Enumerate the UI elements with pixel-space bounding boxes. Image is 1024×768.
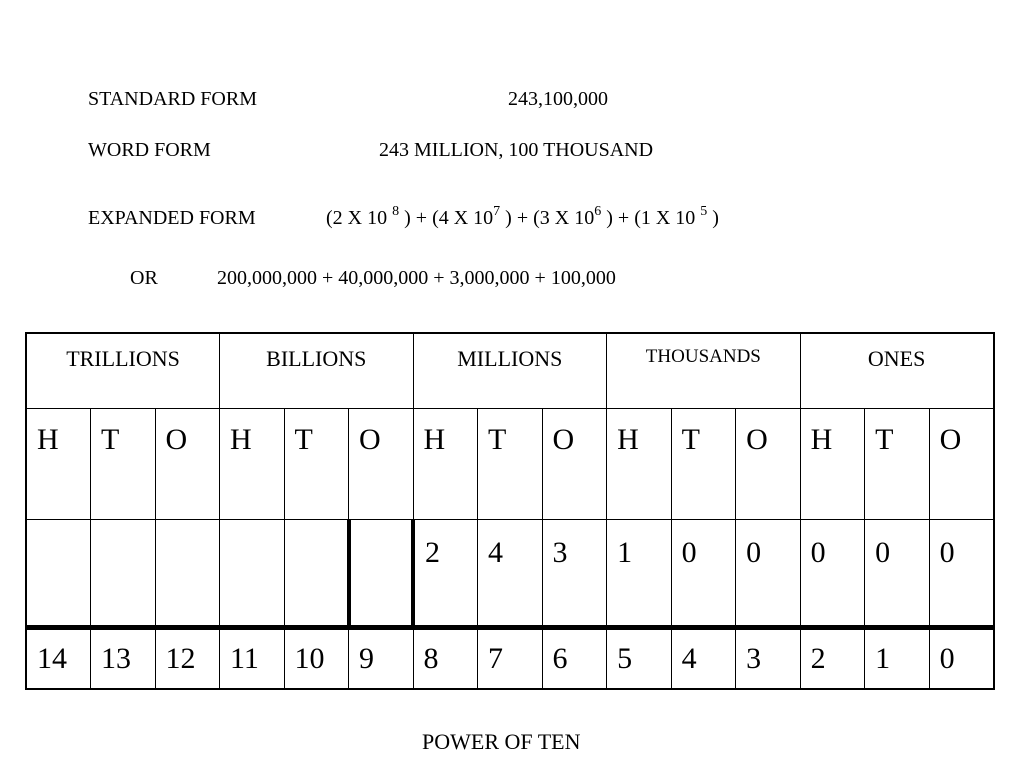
place-cell: H xyxy=(220,408,285,519)
expanded-term-3: (3 X $10^6$ ) xyxy=(533,204,613,229)
digit-cell xyxy=(26,519,91,627)
power-cell: 8 xyxy=(413,627,478,689)
digit-cell: 4 xyxy=(478,519,543,627)
digit-cell: 1 xyxy=(607,519,672,627)
place-cell: H xyxy=(413,408,478,519)
digit-cell xyxy=(349,519,414,627)
place-cell: T xyxy=(91,408,156,519)
period-ones: ONES xyxy=(800,333,994,408)
power-cell: 10 xyxy=(284,627,349,689)
period-millions: MILLIONS xyxy=(413,333,607,408)
expanded-term-1: (2 X 10 $^8$ ) xyxy=(326,204,411,229)
power-cell: 14 xyxy=(26,627,91,689)
power-cell: 13 xyxy=(91,627,156,689)
standard-form-value: 243,100,000 xyxy=(508,88,608,110)
place-cell: O xyxy=(929,408,994,519)
place-value-chart xyxy=(25,332,995,690)
place-cell: O xyxy=(736,408,801,519)
place-cell: T xyxy=(865,408,930,519)
power-cell: 4 xyxy=(671,627,736,689)
expanded-form-value: (2 X 10 $^8$ ) + (4 X $10^7$ ) + (3 X $10^6$ ) + (1 X 10 $^5$ ) xyxy=(326,204,719,229)
or-label: OR xyxy=(130,267,158,289)
power-cell: 12 xyxy=(155,627,220,689)
expanded-form-label: EXPANDED FORM xyxy=(88,207,256,229)
digit-cell: 0 xyxy=(929,519,994,627)
power-cell: 9 xyxy=(349,627,414,689)
power-cell: 6 xyxy=(542,627,607,689)
power-cell: 1 xyxy=(865,627,930,689)
period-row xyxy=(26,333,994,408)
place-row xyxy=(26,408,994,519)
digit-cell: 0 xyxy=(865,519,930,627)
place-cell: H xyxy=(800,408,865,519)
place-cell: O xyxy=(542,408,607,519)
power-row xyxy=(26,627,994,689)
digit-cell: 2 xyxy=(413,519,478,627)
place-cell: O xyxy=(155,408,220,519)
digit-cell xyxy=(284,519,349,627)
or-value: 200,000,000 + 40,000,000 + 3,000,000 + 100,000 xyxy=(217,267,616,289)
digit-cell: 0 xyxy=(736,519,801,627)
digit-cell xyxy=(220,519,285,627)
place-cell: T xyxy=(284,408,349,519)
period-trillions: TRILLIONS xyxy=(26,333,220,408)
period-thousands: THOUSANDS xyxy=(607,333,801,408)
power-of-ten-caption: POWER OF TEN xyxy=(422,729,581,754)
place-cell: O xyxy=(349,408,414,519)
standard-form-label: STANDARD FORM xyxy=(88,88,257,110)
power-cell: 11 xyxy=(220,627,285,689)
power-cell: 3 xyxy=(736,627,801,689)
digit-row xyxy=(26,519,994,627)
power-cell: 5 xyxy=(607,627,672,689)
power-cell: 2 xyxy=(800,627,865,689)
word-form-value: 243 MILLION, 100 THOUSAND xyxy=(379,139,654,161)
place-cell: H xyxy=(26,408,91,519)
digit-cell: 3 xyxy=(542,519,607,627)
place-cell: H xyxy=(607,408,672,519)
digit-cell xyxy=(91,519,156,627)
period-billions: BILLIONS xyxy=(220,333,414,408)
place-cell: T xyxy=(671,408,736,519)
word-form-label: WORD FORM xyxy=(88,139,211,161)
power-cell: 7 xyxy=(478,627,543,689)
place-cell: T xyxy=(478,408,543,519)
digit-cell: 0 xyxy=(800,519,865,627)
expanded-term-4: (1 X 10 $^5$ ) xyxy=(634,204,719,229)
digit-cell: 0 xyxy=(671,519,736,627)
expanded-term-2: (4 X $10^7$ ) xyxy=(432,204,512,229)
power-cell: 0 xyxy=(929,627,994,689)
digit-cell xyxy=(155,519,220,627)
